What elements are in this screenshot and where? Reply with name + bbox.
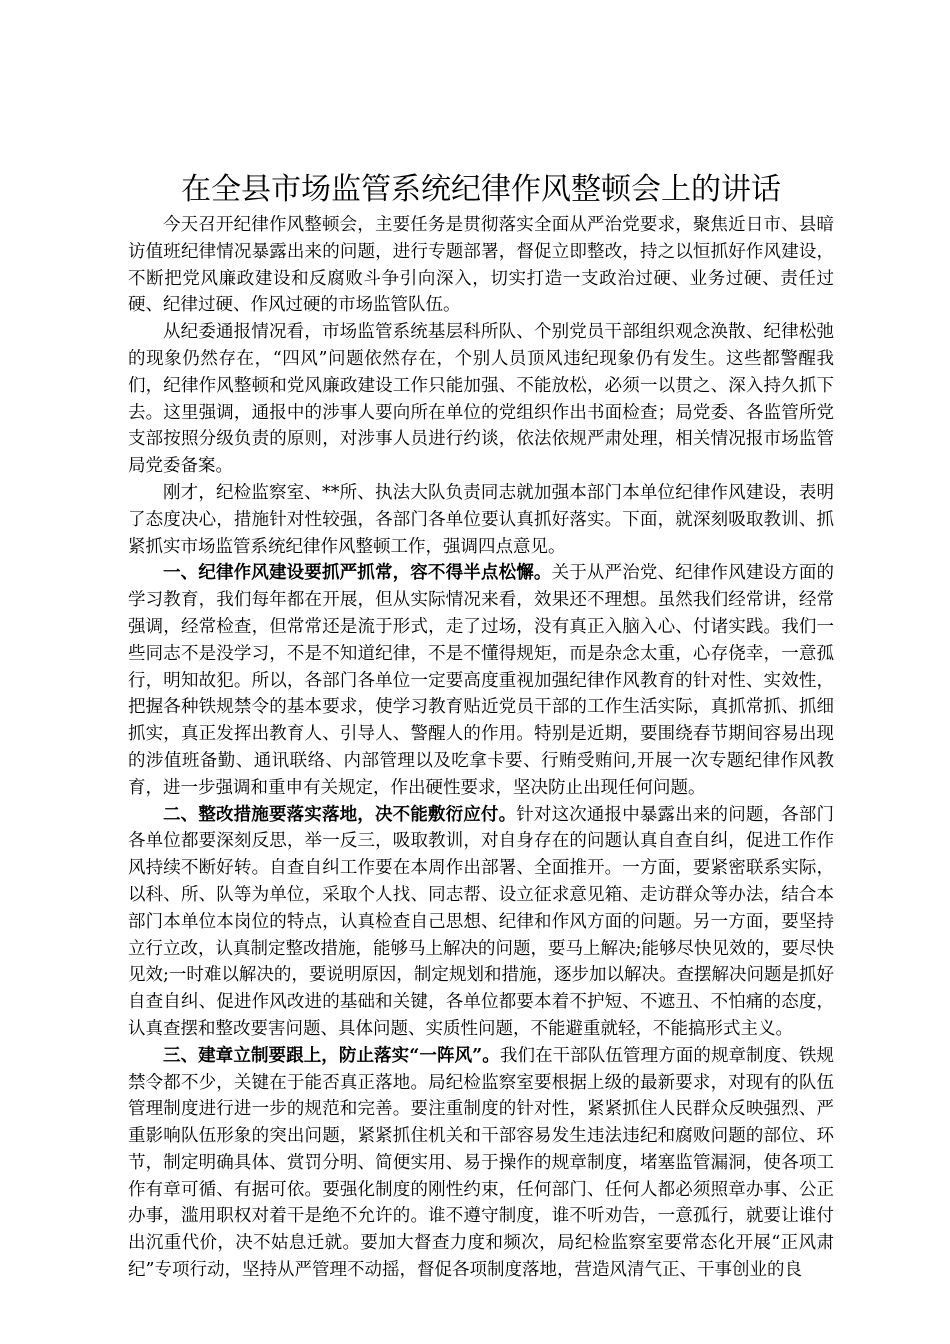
section-3-paragraph: [128, 1043, 834, 1284]
section-2-text: 针对这次通报中暴露出来的问题，各部门各单位都要深刻反思，举一反三，吸取教训，对自身存在的问题认真自查自纠，促进工作作风持续不断好转。自查自纠工作要在本周作出部署、全面推开。一方面，要紧密联系实际，以科、所、队等为单位，采取个人找、同志帮、设立征求意见箱、走访群众等办法，结合本部门本单位本岗位的特点，认真检查自己思想、纪律和作风方面的问题。另一方面，要坚持立行立改，认真制定整改措施，能够马上解决的问题，要马上解决;能够尽快见效的，要尽快见效;一时难以解决的，要说明原因，制定规划和措施，逐步加以解决。查摆解决问题是抓好自查自纠、促进作风改进的基础和关键，各单位都要本着不护短、不遮丑、不怕痛的态度，认真查摆和整改要害问题、具体问题、实质性问题，不能避重就轻，不能搞形式主义。: [128, 804, 835, 1039]
section-3-text: 我们在干部队伍管理方面的规章制度、铁规禁令都不少，关键在于能否真正落地。局纪检监察室要根据上级的最新要求，对现有的队伍管理制度进行进一步的规范和完善。要注重制度的针对性，紧紧抓住人民群众反映强烈、严重影响队伍形象的突出问题，紧紧抓住机关和干部容易发生违法违纪和腐败问题的部位、环节，制定明确具体、赏罚分明、简便实用、易于操作的规章制度，堵塞监管漏洞，使各项工作有章可循、有据可依。要强化制度的刚性约束，任何部门、任何人都必须照章办事、公正办事，滥用职权对着干是绝不允许的。谁不遵守制度，谁不听劝告，一意孤行，就要让谁付出沉重代价，决不姑息迁就。要加大督查力度和频次，局纪检监察室要常态化开展“正风肃纪”专项行动，坚持从严管理不动摇，督促各项制度落地，营造风清气正、干事创业的良: [128, 1045, 834, 1281]
paragraph-3: [128, 480, 834, 560]
paragraph-2-text: 从纪委通报情况看，市场监管系统基层科所队、个别党员干部组织观念涣散、纪律松弛的现象仍然存在，“四风”问题依然存在，个别人员顶风违纪现象仍有发生。这些都警醒我们，纪律作风整顿和党风廉政建设工作只能加强、不能放松，必须一以贯之、深入持久抓下去。这里强调，通报中的涉事人要向所在单位的党组织作出书面检查；局党委、各监管所党支部按照分级负责的原则，对涉事人员进行约谈，依法依规严肃处理，相关情况报市场监管局党委备案。: [128, 322, 834, 477]
paragraph-3-text: 刚才，纪检监察室、**所、执法大队负责同志就加强本部门本单位纪律作风建设，表明了态度决心，措施针对性较强，各部门各单位要认真抓好落实。下面，就深刻吸取教训、抓紧抓实市场监管系统纪律作风整顿工作，强调四点意见。: [128, 482, 834, 557]
section-2-paragraph: [128, 802, 834, 1043]
paragraph-1: [128, 212, 834, 319]
section-1-text: 关于从严治党、纪律作风建设方面的学习教育，我们每年都在开展，但从实际情况来看，效果还不理想。虽然我们经常讲，经常强调，经常检查，但常常还是流于形式，走了过场，没有真正入脑入心、付诸实践。我们一些同志不是没学习，不是不知道纪律，不是不懂得规矩，而是杂念太重，心存侥幸，一意孤行，明知故犯。所以，各部门各单位一定要高度重视加强纪律作风教育的针对性、实效性，把握各种铁规禁令的基本要求，使学习教育贴近党员干部的工作生活实际，真抓常抓、抓细抓实，真正发挥出教育人、引导人、警醒人的作用。特别是近期，要围绕春节期间容易出现的涉值班备勤、通讯联络、内部管理以及吃拿卡要、行贿受贿问,开展一次专题纪律作风教育，进一步强调和重申有关规定，作出硬性要求，坚决防止出现任何问题。: [128, 563, 835, 798]
section-1-paragraph: [128, 560, 834, 801]
section-3-heading: 三、建章立制要跟上，防止落实“一阵风”。: [163, 1045, 500, 1066]
paragraph-1-text: 今天召开纪律作风整顿会，主要任务是贯彻落实全面从严治党要求，聚焦近日市、县暗访值班纪律情况暴露出来的问题，进行专题部署，督促立即整改，持之以恒抓好作风建设，不断把党风廉政建设和反腐败斗争引向深入，切实打造一支政治过硬、业务过硬、责任过硬、纪律过硬、作风过硬的市场监管队伍。: [128, 215, 834, 316]
document-page: [128, 170, 834, 1284]
paragraph-2: [128, 319, 834, 480]
document-title: 在全县市场监管系统纪律作风整顿会上的讲话: [181, 172, 781, 207]
section-1-heading: 一、纪律作风建设要抓严抓常，容不得半点松懈。: [163, 563, 552, 584]
section-2-heading: 二、整改措施要落实落地，决不能敷衍应付。: [163, 804, 517, 825]
